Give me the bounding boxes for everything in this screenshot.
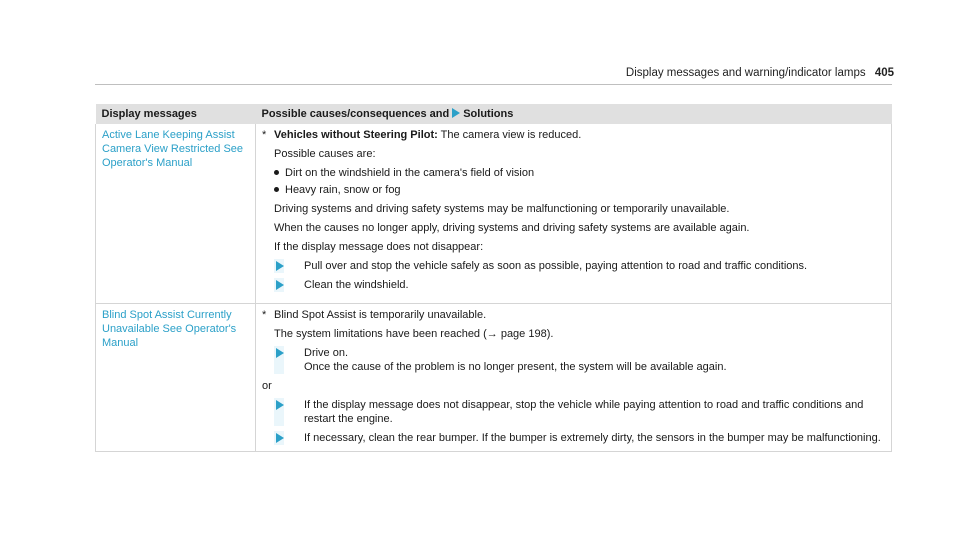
paragraph: Driving systems and driving safety systems may be malfunctioning or temporarily unavailable.	[274, 203, 730, 215]
arrow-right-icon	[452, 108, 460, 118]
intro-text: Blind Spot Assist is temporarily unavailable.	[274, 309, 487, 321]
intro-text: The camera view is reduced.	[437, 129, 582, 141]
step-title: Drive on.	[304, 347, 349, 359]
list-item: Heavy rain, snow or fog	[274, 183, 885, 197]
arrow-right-icon	[276, 348, 284, 358]
intro-bold: Vehicles without Steering Pilot:	[274, 129, 438, 141]
table-row	[96, 124, 892, 304]
page-header-title: Display messages and warning/indicator lamps	[625, 67, 866, 79]
intro-line	[262, 128, 885, 142]
limits-text: The system limitations have been reached (→ page 198).	[274, 328, 554, 340]
list-item: Dirt on the windshield in the camera's field of vision	[274, 166, 885, 180]
step-text: Once the cause of the problem is no longer present, the system will be available again.	[304, 361, 727, 373]
step-text: If the display message does not disappear, stop the vehicle while paying attention to road and traffic conditions and restart the engine.	[304, 399, 864, 425]
solution-cell	[256, 124, 892, 304]
arrow-right-icon	[276, 280, 284, 290]
table-row	[96, 304, 892, 452]
or-label: or	[262, 380, 272, 392]
paragraph: If the display message does not disappear:	[274, 241, 484, 253]
solution-step	[274, 398, 885, 426]
step-text: Pull over and stop the vehicle safely as soon as possible, paying attention to road and traffic conditions.	[304, 260, 808, 272]
col-header-solutions: Solutions	[463, 108, 514, 120]
solution-cell	[256, 304, 892, 452]
arrow-right-icon	[276, 400, 284, 410]
step-text: If necessary, clean the rear bumper. If the bumper is extremely dirty, the sensors in the bumper may be malfunctioning.	[304, 432, 881, 444]
intro-line	[262, 308, 885, 322]
solution-step	[274, 431, 885, 445]
col-header-causes-solutions	[256, 104, 892, 124]
page-header	[626, 67, 894, 79]
asterisk: *	[262, 129, 267, 141]
solution-step	[274, 346, 885, 374]
asterisk: *	[262, 309, 267, 321]
message-cell: Blind Spot Assist Currently Unavailable See Operator's Manual	[96, 304, 256, 452]
solution-step	[274, 278, 885, 292]
paragraph: When the causes no longer apply, driving systems and driving safety systems are available again.	[274, 222, 750, 234]
arrow-right-icon	[276, 433, 284, 443]
step-text: Clean the windshield.	[304, 279, 409, 291]
header-divider	[95, 84, 892, 85]
display-messages-table	[95, 104, 892, 452]
page-number: 405	[874, 67, 894, 79]
arrow-right-icon	[276, 261, 284, 271]
table-header-row	[96, 104, 892, 124]
causes-list	[274, 166, 885, 197]
causes-label: Possible causes are:	[274, 148, 376, 160]
solution-step	[274, 259, 885, 273]
col-header-display-messages: Display messages	[96, 104, 256, 124]
col-header-causes: Possible causes/consequences and	[261, 108, 450, 120]
message-cell: Active Lane Keeping Assist Camera View Restricted See Operator's Manual	[96, 124, 256, 304]
